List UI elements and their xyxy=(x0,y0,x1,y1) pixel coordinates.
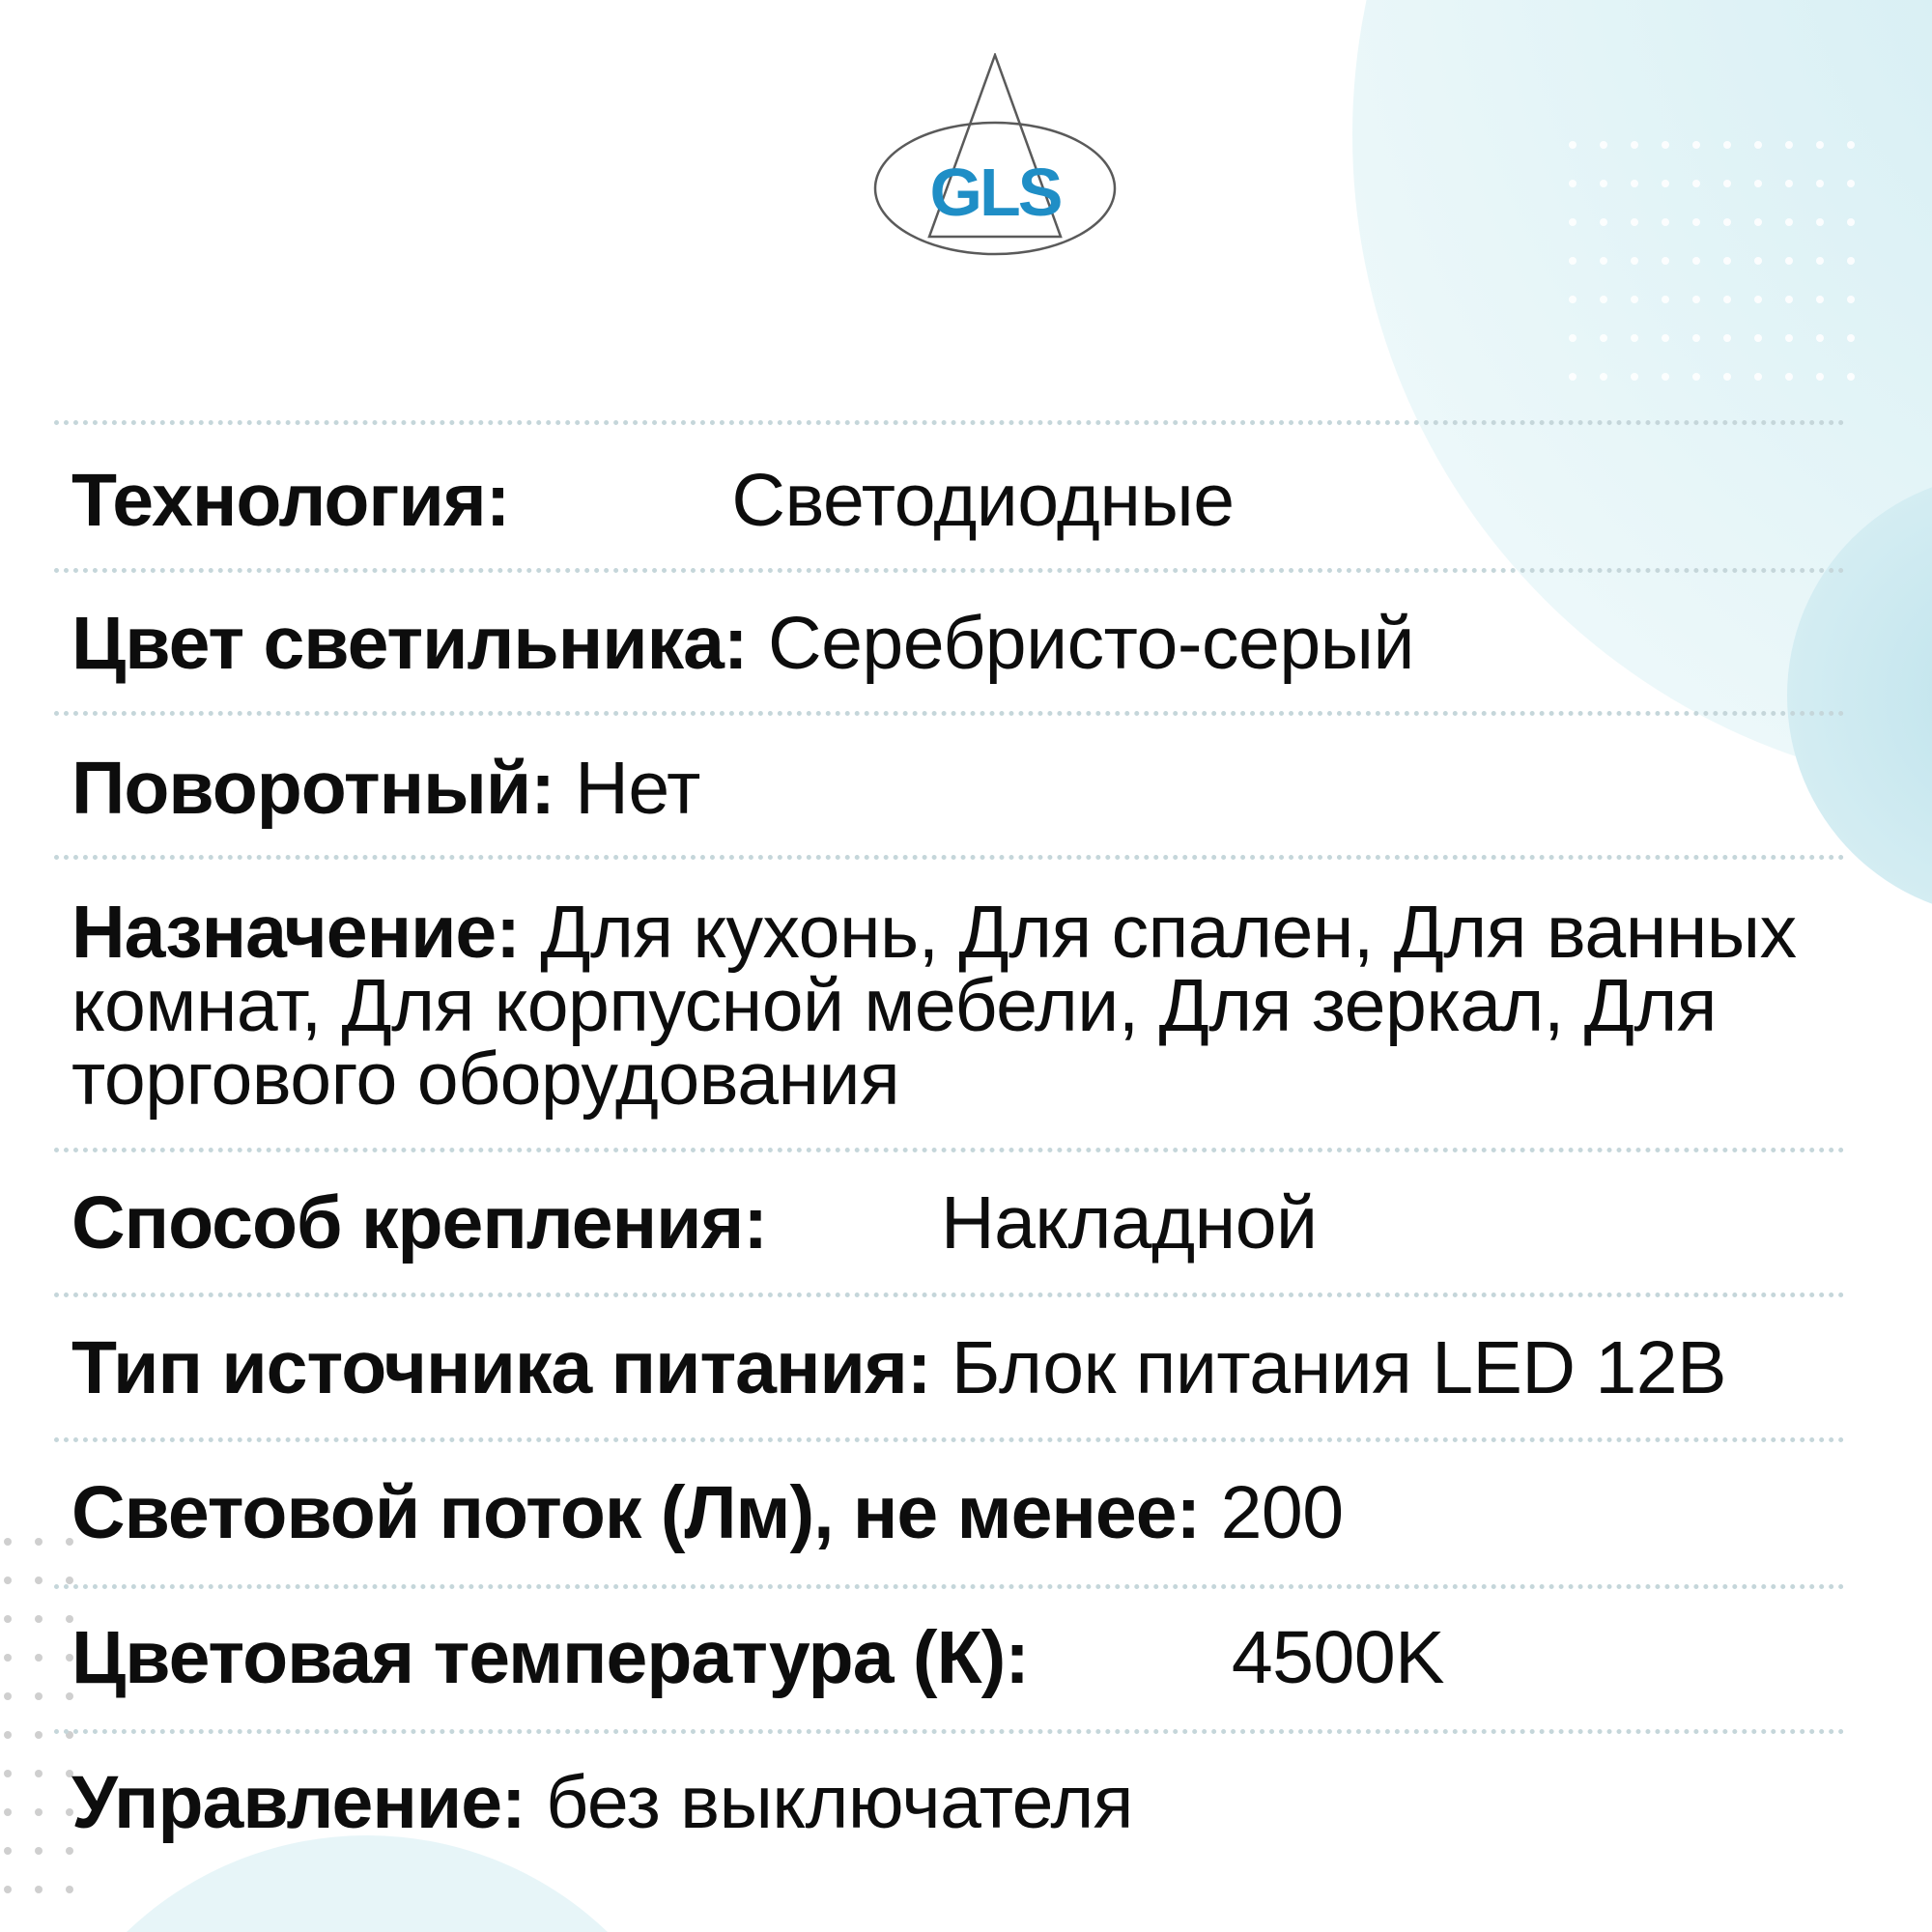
spec-label: Цветовая температура (К): xyxy=(71,1616,1029,1699)
spec-row-luminous-flux xyxy=(71,1471,1859,1554)
divider xyxy=(54,420,1845,425)
spec-row-purpose xyxy=(71,891,1859,1121)
spec-label: Технология: xyxy=(71,459,510,542)
spec-label: Поворотный: xyxy=(71,747,554,830)
divider xyxy=(54,855,1845,860)
spec-label: Световой поток (Лм), не менее: xyxy=(71,1471,1201,1554)
divider xyxy=(54,568,1845,573)
spec-value: Блок питания LED 12В xyxy=(951,1326,1726,1409)
divider xyxy=(54,711,1845,716)
spec-value: Для кухонь, Для спален, Для ванных комнат, Для корпусной мебели, Для зеркал, Для торгового оборудования xyxy=(71,891,1797,1121)
spec-value: Нет xyxy=(575,747,700,830)
spec-value: без выключателя xyxy=(546,1761,1133,1844)
spec-row-color xyxy=(71,602,1859,685)
divider xyxy=(54,1293,1845,1297)
spec-row-rotating xyxy=(71,747,1859,830)
spec-label: Тип источника питания: xyxy=(71,1326,931,1409)
spec-value: Светодиодные xyxy=(731,459,1235,542)
spec-row-power-supply xyxy=(71,1326,1859,1409)
spec-label: Назначение: xyxy=(71,891,520,974)
spec-value: Серебристо-серый xyxy=(767,602,1415,685)
spec-value: 4500K xyxy=(1231,1616,1445,1699)
spec-row-technology xyxy=(71,459,1859,542)
spec-value: 200 xyxy=(1220,1471,1344,1554)
spec-label: Управление: xyxy=(71,1761,526,1844)
logo-text: GLS xyxy=(929,155,1061,230)
spec-label: Способ крепления: xyxy=(71,1181,767,1264)
spec-label: Цвет светильника: xyxy=(71,602,748,685)
spec-row-color-temperature xyxy=(71,1616,1859,1699)
divider xyxy=(54,1437,1845,1442)
divider xyxy=(54,1729,1845,1734)
divider xyxy=(54,1584,1845,1589)
spec-row-control xyxy=(71,1761,1859,1844)
spec-value: Накладной xyxy=(941,1181,1318,1264)
divider xyxy=(54,1148,1845,1152)
spec-row-mounting xyxy=(71,1181,1859,1264)
